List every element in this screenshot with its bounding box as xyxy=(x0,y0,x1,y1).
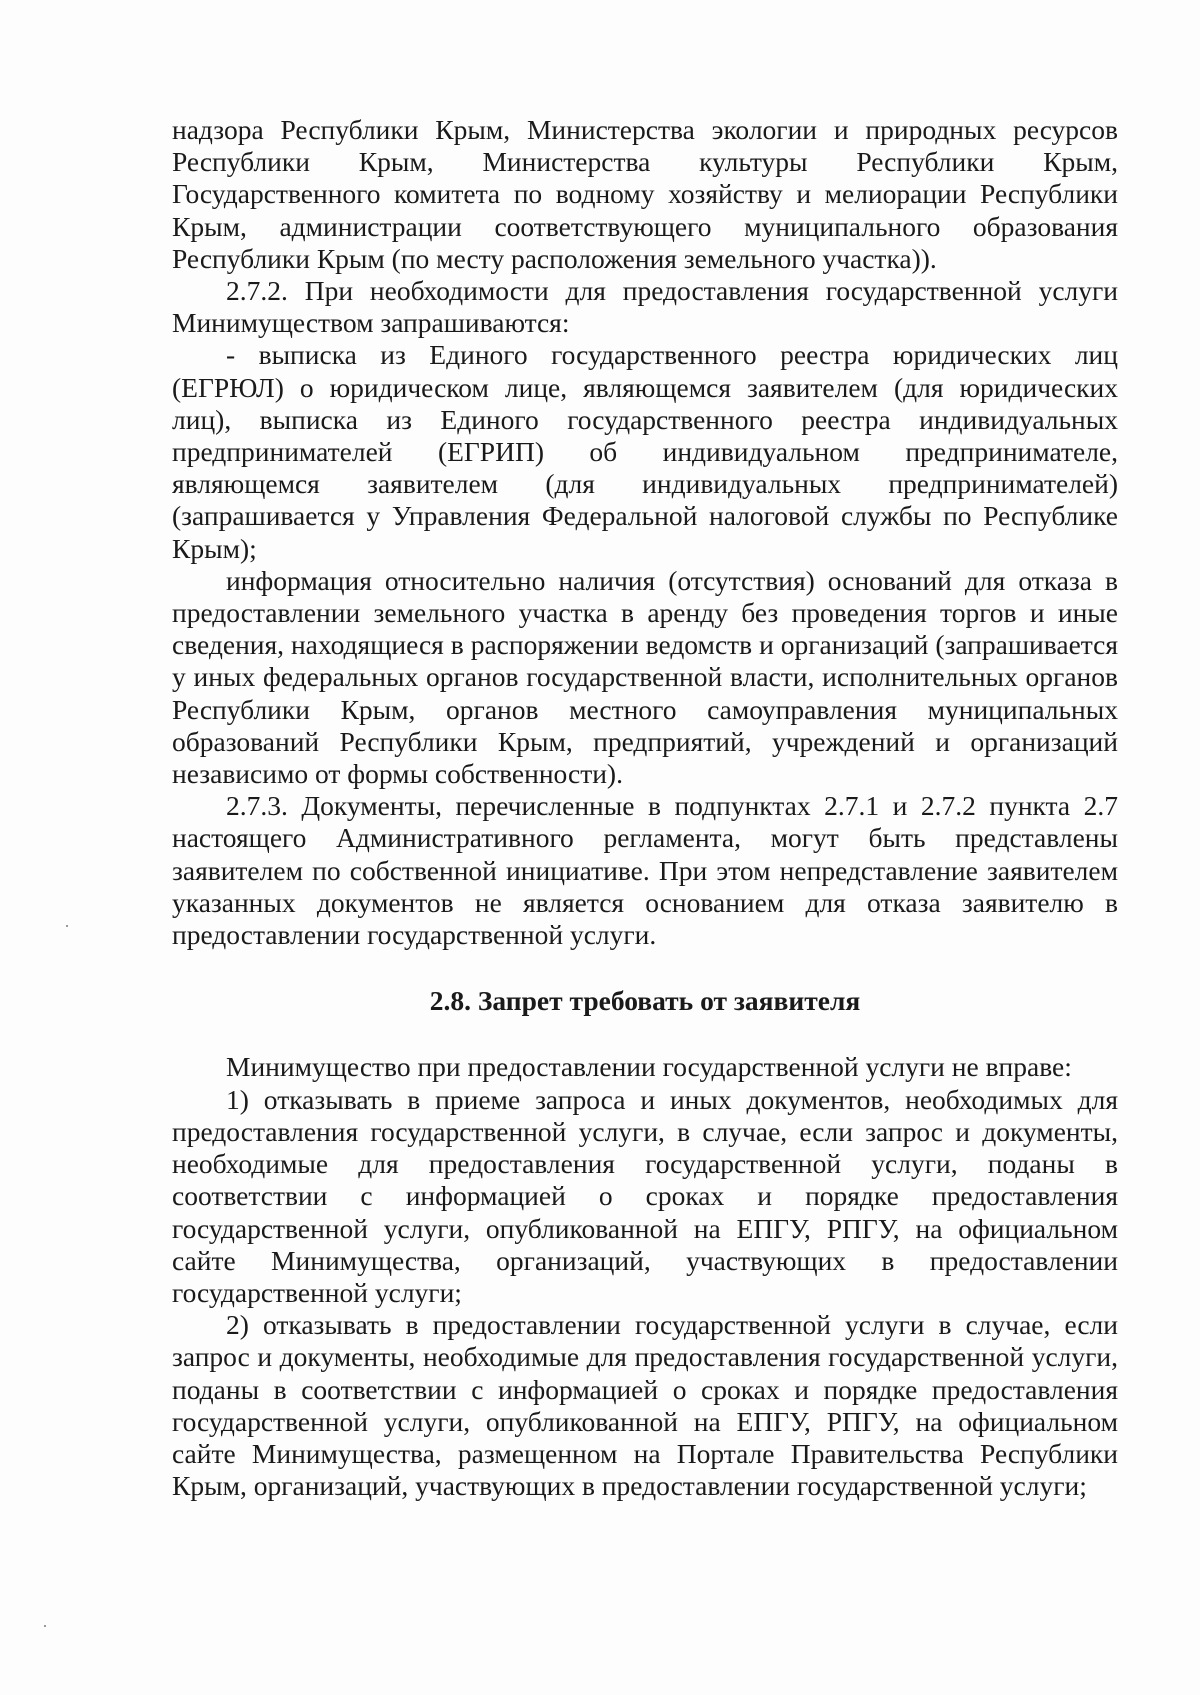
paragraph-not-entitled: Минимущество при предоставлении государственной услуги не вправе: xyxy=(226,1051,1072,1083)
paragraph-2-7-2: 2.7.2. При необходимости для предоставления государственной услуги Минимуществом запрашиваются: xyxy=(172,275,1118,339)
section-heading-2-8: 2.8. Запрет требовать от заявителя xyxy=(429,985,861,1017)
paragraph-egrul-extract: - выписка из Единого государственного реестра юридических лиц (ЕГРЮЛ) о юридическом лице, являющемся заявителем (для юридических лиц), выписка из Единого государственного реестра индивидуальных предпринимателей (ЕГРИП) об индивидуальном предпринимателе, являющемся заявителем (для индивидуальных предпринимателей) (запрашивается у Управления Федеральной налоговой службы по Республике Крым); xyxy=(172,339,1118,564)
document-body xyxy=(172,114,1118,1502)
paragraph-item-1: 1) отказывать в приеме запроса и иных документов, необходимых для предоставления государственной услуги, в случае, если запрос и документы, необходимые для предоставления государственной услуги, поданы в соответствии с информацией о сроках и порядке предоставления государственной услуги, опубликованной на ЕПГУ, РПГУ, на официальном сайте Минимущества, организаций, участвующих в предоставлении государственной услуги; xyxy=(172,1083,1118,1308)
paragraph-continuation: надзора Республики Крым, Министерства экологии и природных ресурсов Республики Крым, Министерства культуры Республики Крым, Государственного комитета по водному хозяйству и мелиорации Республики Крым, администрации соответствующего муниципального образования Республики Крым (по месту расположения земельного участка)). xyxy=(172,114,1118,274)
scan-speck xyxy=(44,1625,46,1627)
paragraph-refusal-info: информация относительно наличия (отсутствия) оснований для отказа в предоставлении земельного участка в аренду без проведения торгов и иные сведения, находящиеся в распоряжении ведомств и организаций (запрашивается у иных федеральных органов государственной власти, исполнительных органов Республики Крым, органов местного самоуправления муниципальных образований Республики Крым, предприятий, учреждений и организаций независимо от формы собственности). xyxy=(172,564,1118,790)
paragraph-item-2: 2) отказывать в предоставлении государственной услуги в случае, если запрос и документы, необходимые для предоставления государственной услуги, поданы в соответствии с информацией о сроках и порядке предоставления государственной услуги, опубликованной на ЕПГУ, РПГУ, на официальном сайте Минимущества, размещенном на Портале Правительства Республики Крым, организаций, участвующих в предоставлении государственной услуги; xyxy=(172,1309,1118,1502)
scan-speck xyxy=(66,925,68,927)
paragraph-2-7-3: 2.7.3. Документы, перечисленные в подпунктах 2.7.1 и 2.7.2 пункта 2.7 настоящего Административного регламента, могут быть представлены заявителем по собственной инициативе. При этом непредставление заявителем указанных документов не является основанием для отказа заявителю в предоставлении государственной услуги. xyxy=(172,790,1118,951)
